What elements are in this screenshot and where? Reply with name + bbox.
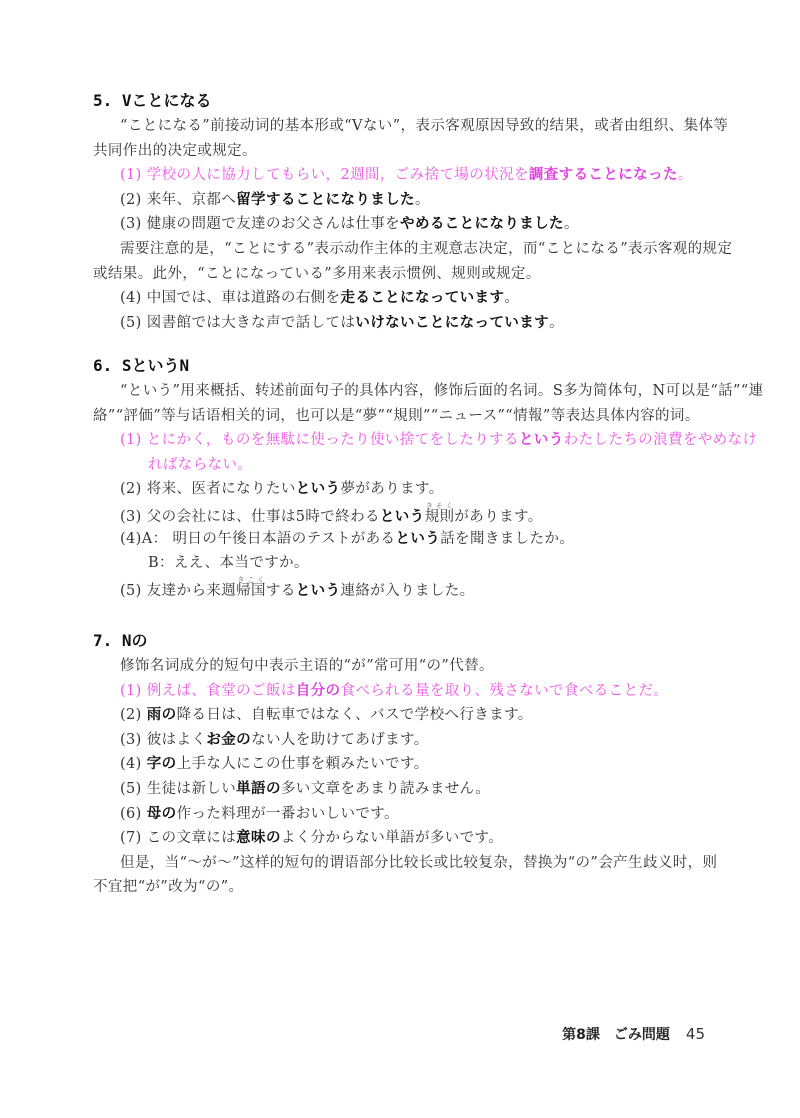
text-segment: (4)A： 明日の午後日本語のテストがある [120, 530, 396, 547]
text-segment: 降る日は、自転車ではなく、バスで学校へ行きます。 [176, 707, 533, 724]
text-segment: 。 [563, 216, 579, 233]
example-sentence [93, 311, 718, 336]
highlighted-grammar: 雨の [146, 707, 177, 724]
example-sentence [93, 527, 718, 552]
ruby-word [236, 575, 266, 599]
explanation-text [93, 237, 733, 262]
section-7 [93, 628, 718, 900]
example-sentence [93, 777, 718, 802]
explanation-text [93, 262, 718, 287]
text-segment: ない人を助けてあげます。 [251, 731, 429, 748]
highlighted-grammar: 字の [146, 756, 177, 773]
text-segment: 。 [677, 167, 693, 184]
text-segment: (3) 彼はよく [120, 731, 207, 748]
text-segment: 多い文章をあまり読みません。 [280, 780, 491, 797]
example-sentence [93, 802, 718, 827]
example-sentence [93, 728, 718, 753]
explanation-text [93, 404, 718, 429]
text-segment: 作った料理が一番おいしいです。 [176, 805, 399, 822]
ruby-base: 規則 [424, 508, 455, 525]
text-segment: B：ええ、本当ですか。 [148, 555, 309, 572]
highlighted-grammar: 単語の [236, 780, 281, 797]
text-segment: 話を聞きましたか。 [440, 530, 575, 547]
explanation-text [93, 114, 729, 139]
text-segment: (1) とにかく，ものを無駄に使ったり使い捨てをしたりする [120, 432, 519, 449]
text-segment: (5) 友達から来週 [120, 582, 237, 599]
text-segment: 絡”“評価”等与话语相关的词，也可以是“夢”“規則”“ニュース”“情報”等表达具体内容的词。 [93, 407, 700, 424]
highlighted-grammar: という [518, 432, 564, 449]
example-sentence [93, 826, 718, 851]
text-segment: (4) 中国では、車は道路の右側を [120, 290, 341, 307]
footer-lesson-title: 第8課 ごみ問題 [562, 1027, 670, 1043]
text-segment: (6) [120, 805, 147, 822]
explanation-text [93, 875, 718, 900]
example-sentence [93, 286, 718, 311]
example-sentence [93, 576, 718, 601]
explanation-text [93, 379, 764, 404]
section-6 [93, 353, 764, 600]
text-segment: わたしたちの浪費をやめなけ [563, 432, 758, 449]
text-segment: 連絡が入りました。 [340, 582, 475, 599]
highlighted-grammar: という [295, 582, 341, 599]
text-segment: よく分からない単語が多いです。 [280, 830, 504, 847]
example-sentence [93, 428, 758, 453]
text-segment: (1) 学校の人に協力してもらい，2週間，ごみ捨て場の状況を [120, 167, 529, 184]
highlighted-grammar: 調査することになった [528, 167, 678, 184]
highlighted-grammar: 自分の [295, 682, 341, 699]
highlighted-grammar: 留学することになりました [236, 191, 415, 208]
page-footer [562, 1024, 705, 1044]
highlighted-grammar: 意味の [236, 830, 281, 847]
example-sentence [93, 703, 718, 728]
page-number: 45 [685, 1025, 705, 1043]
text-segment: (2) [120, 707, 147, 724]
section-heading: 5. Vことになる [93, 91, 212, 110]
explanation-text [93, 851, 718, 876]
furigana: きこく [236, 575, 266, 584]
highlighted-grammar: やめることになりました [400, 216, 564, 233]
section-5 [93, 88, 733, 335]
text-segment: (2) 来年、京都へ [120, 191, 237, 208]
text-segment: 修饰名词成分的短句中表示主语的“が”常可用“の”代替。 [120, 658, 494, 674]
explanation-text [93, 139, 718, 164]
example-sentence [93, 212, 718, 237]
example-sentence [93, 453, 718, 478]
example-sentence [93, 163, 718, 188]
ruby-word [424, 501, 455, 525]
example-sentence [93, 679, 718, 704]
highlighted-grammar: 母の [146, 805, 177, 822]
text-segment: ればならない。 [148, 456, 253, 473]
highlighted-grammar: という [295, 481, 341, 498]
text-segment: “ことになる”前接动词的基本形或“Vない”，表示客观原因导致的结果，或者由组织、集体等 [120, 118, 729, 134]
text-segment: があります。 [454, 508, 543, 525]
text-segment: (1) 例えば、食堂のご飯は [120, 682, 296, 699]
highlighted-grammar: 走ることになっています [340, 290, 505, 307]
text-segment: 。 [414, 191, 430, 208]
text-segment: 需要注意的是，“ことにする”表示动作主体的主观意志决定，而“ことになる”表示客观的规定 [120, 240, 733, 257]
highlighted-grammar: いけないことになっています [355, 314, 550, 331]
text-segment: 。 [549, 314, 564, 331]
explanation-text [93, 654, 718, 679]
text-segment: (2) 将来、医者になりたい [120, 481, 296, 498]
text-segment: 或结果。此外，“ことになっている”多用来表示惯例、规则或规定。 [93, 265, 541, 282]
text-segment: (3) 父の会社には、仕事は5時で終わる [120, 508, 380, 525]
ruby-base: 帰国 [236, 582, 266, 599]
text-segment: する [265, 582, 296, 599]
example-sentence [93, 502, 718, 527]
text-segment: 上手な人にこの仕事を頼みたいです。 [176, 756, 429, 773]
example-sentence [93, 752, 718, 777]
text-segment: (4) [120, 756, 147, 773]
text-segment: 共同作出的决定或规定。 [93, 142, 257, 159]
highlighted-grammar: という [379, 508, 425, 525]
example-sentence [93, 188, 718, 213]
text-segment: 食べられる量を取り、残さないで食べることだ。 [340, 682, 669, 699]
text-segment: 不宜把“が”改为“の”。 [93, 879, 244, 896]
text-segment: (5) 図書館では大きな声で話しては [120, 314, 356, 331]
text-segment: (3) 健康の問題で友達のお父さんは仕事を [120, 216, 401, 233]
example-sentence [93, 551, 718, 576]
text-segment: 但是，当“～が～”这样的短句的谓语部分比较长或比较复杂，替换为“の”会产生歧义时，则 [120, 854, 718, 871]
section-heading: 7. Nの [93, 631, 148, 650]
furigana: きそく [424, 501, 455, 510]
text-segment: (7) この文章には [120, 830, 237, 847]
highlighted-grammar: という [395, 530, 441, 547]
text-segment: 夢があります。 [340, 481, 444, 498]
section-heading: 6. SというN [93, 356, 190, 375]
example-sentence [93, 477, 718, 502]
text-segment: “という”用来概括、转述前面句子的具体内容，修饰后面的名词。S多为简体句，N可以是“話”“連 [120, 383, 764, 399]
text-segment: (5) 生徒は新しい [120, 780, 237, 797]
highlighted-grammar: お金の [206, 731, 252, 748]
text-segment: 。 [504, 290, 520, 307]
